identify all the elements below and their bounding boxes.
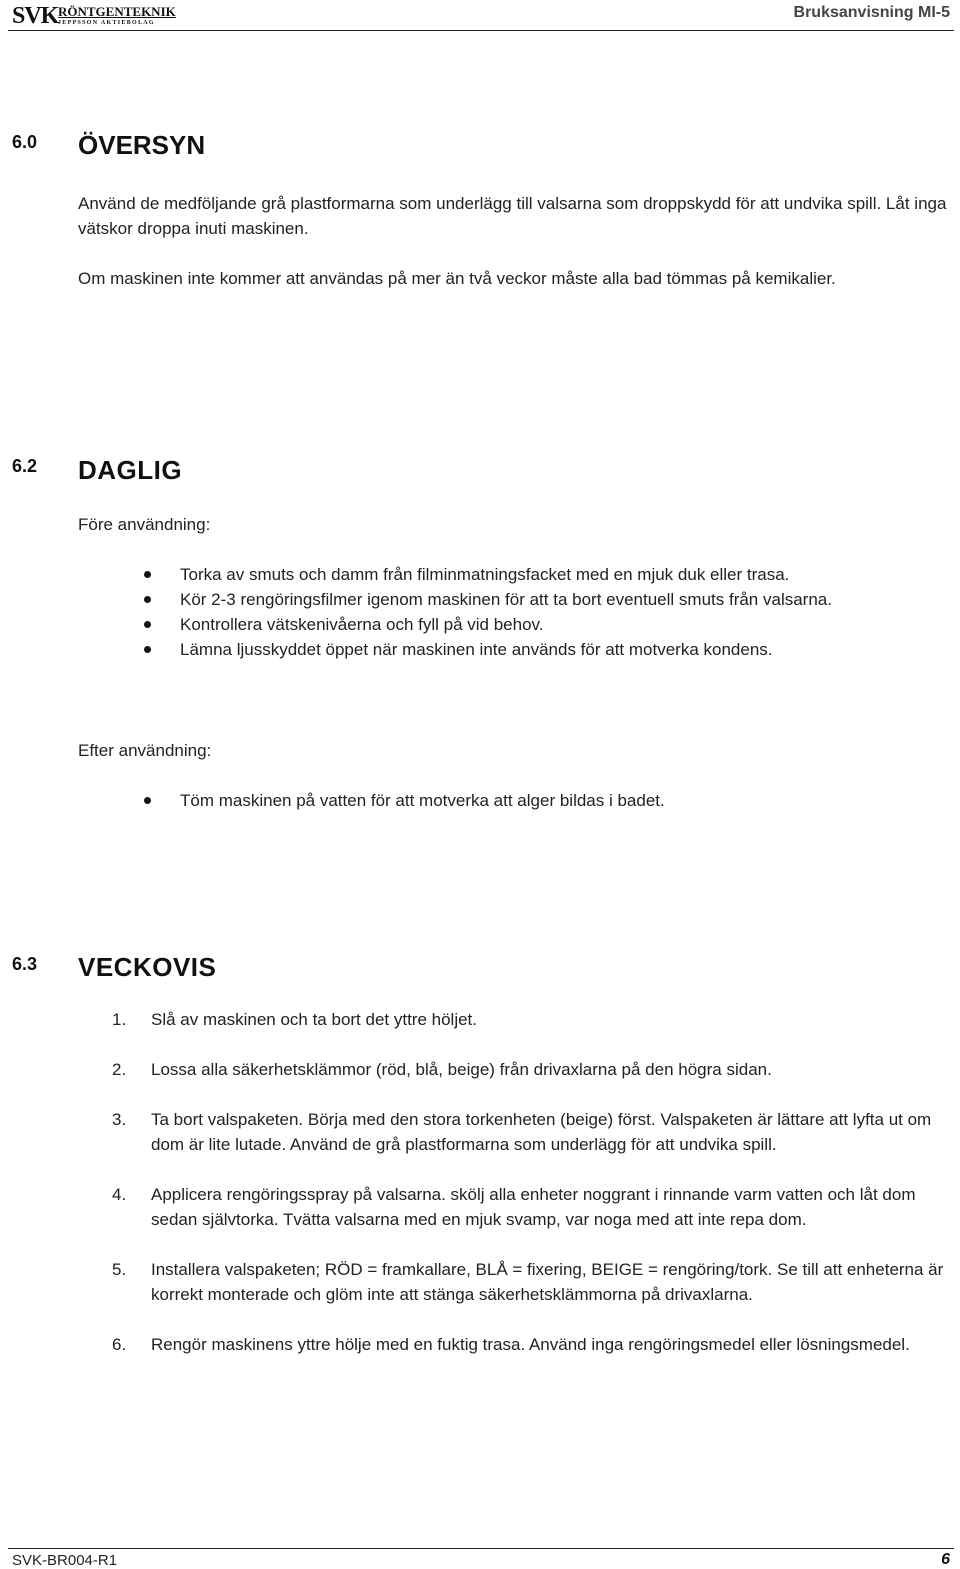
logo-subtitle: JEPPSSON AKTIEBOLAG bbox=[58, 20, 155, 26]
logo-svk: SVK bbox=[12, 3, 59, 29]
before-use-list bbox=[78, 562, 938, 662]
list-item: Kontrollera vätskenivåerna och fyll på vid behov. bbox=[78, 612, 938, 637]
list-item: Lämna ljusskyddet öppet när maskinen inte används för att motverka kondens. bbox=[78, 637, 938, 662]
overview-paragraph-2: Om maskinen inte kommer att användas på mer än två veckor måste alla bad tömmas på kemikalier. bbox=[78, 269, 836, 288]
step-item bbox=[110, 1057, 945, 1082]
after-use-label: Efter användning: bbox=[78, 741, 212, 760]
document-code: SVK-BR004-R1 bbox=[12, 1552, 118, 1569]
step-text: Lossa alla säkerhetsklämmor (röd, blå, beige) från drivaxlarna på den högra sidan. bbox=[151, 1060, 772, 1079]
overview-paragraph-1: Använd de medföljande grå plastformarna som underlägg till valsarna som droppskydd för att undvika spill. Låt inga vätskor droppa inuti maskinen. bbox=[78, 194, 947, 238]
step-item bbox=[110, 1332, 945, 1357]
page-footer bbox=[8, 1548, 954, 1569]
list-item: Torka av smuts och damm från filminmatningsfacket med en mjuk duk eller trasa. bbox=[78, 562, 938, 587]
step-text: Applicera rengöringsspray på valsarna. skölj alla enheter noggrant i rinnande varm vatten och låt dom sedan självtorka. Tvätta valsarna med en mjuk svamp, var noga med att inte repa dom. bbox=[151, 1185, 916, 1229]
step-number: 4. bbox=[112, 1185, 127, 1204]
step-text: Slå av maskinen och ta bort det yttre höljet. bbox=[151, 1010, 478, 1029]
step-number: 1. bbox=[112, 1010, 127, 1029]
list-item: Kör 2-3 rengöringsfilmer igenom maskinen för att ta bort eventuell smuts från valsarna. bbox=[78, 587, 938, 612]
step-item bbox=[110, 1007, 945, 1032]
document-title: Bruksanvisning MI-5 bbox=[793, 4, 950, 21]
step-text: Installera valspaketen; RÖD = framkallare, BLÅ = fixering, BEIGE = rengöring/tork. Se till att enheterna är korrekt monterade och glöm inte att stänga säkerhetsklämmorna på drivaxlarna. bbox=[151, 1260, 944, 1304]
section-number-62: 6.2 bbox=[12, 456, 38, 476]
step-number: 3. bbox=[112, 1110, 127, 1129]
logo-brand: RÖNTGENTEKNIK bbox=[58, 4, 176, 19]
step-number: 2. bbox=[112, 1060, 127, 1079]
section-number-60: 6.0 bbox=[12, 132, 38, 152]
step-text: Ta bort valspaketen. Börja med den stora torkenheten (beige) först. Valspaketen är lättare att lyfta ut om dom är lite lutade. Använd de grå plastformarna som underlägg för att undvika spill. bbox=[151, 1110, 932, 1154]
page-number: 6 bbox=[941, 1551, 950, 1568]
step-text: Rengör maskinens yttre hölje med en fuktig trasa. Använd inga rengöringsmedel eller lösningsmedel. bbox=[151, 1335, 910, 1354]
section-title-60: ÖVERSYN bbox=[78, 130, 206, 160]
section-title-63: VECKOVIS bbox=[78, 952, 217, 982]
step-number: 6. bbox=[112, 1335, 127, 1354]
after-use-list bbox=[78, 788, 938, 813]
step-item bbox=[110, 1182, 945, 1232]
section-title-62: DAGLIG bbox=[78, 455, 183, 485]
step-item bbox=[110, 1107, 945, 1157]
section-number-63: 6.3 bbox=[12, 954, 38, 974]
step-item bbox=[110, 1257, 945, 1307]
weekly-steps-list bbox=[110, 1007, 945, 1382]
step-number: 5. bbox=[112, 1260, 127, 1279]
before-use-label: Före användning: bbox=[78, 515, 211, 534]
page-header bbox=[8, 0, 954, 31]
list-item: Töm maskinen på vatten för att motverka att alger bildas i badet. bbox=[78, 788, 938, 813]
